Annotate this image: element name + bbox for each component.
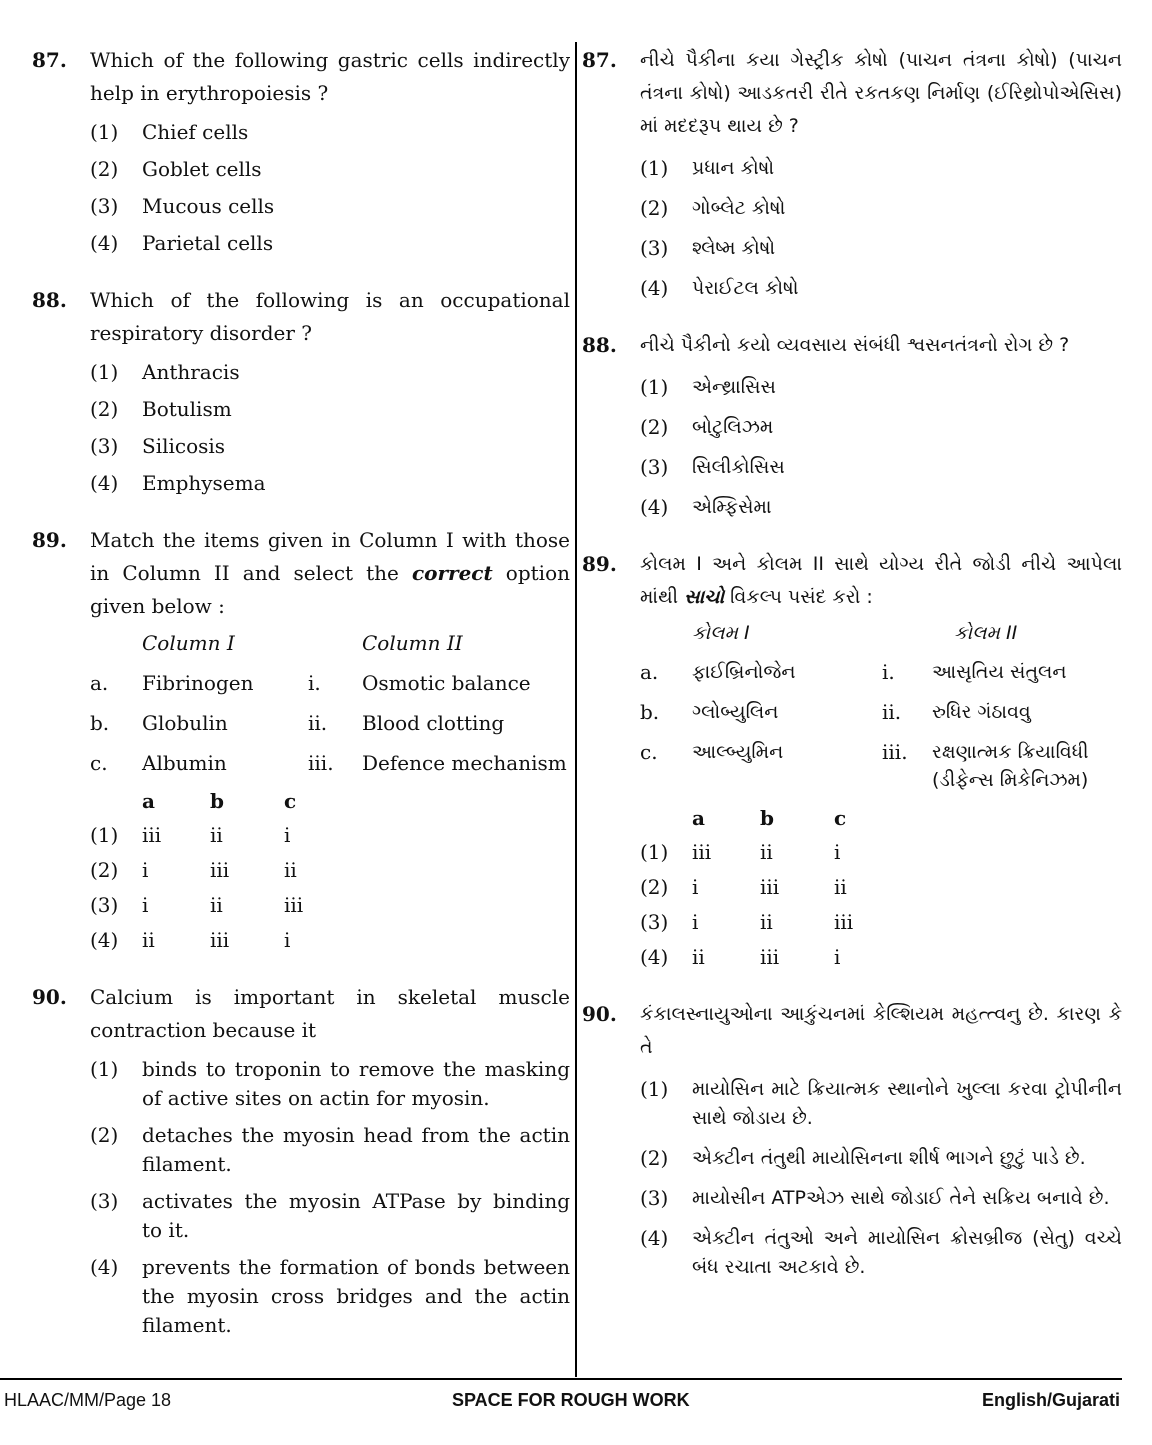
option: (2) બોટુલિઝમ <box>640 415 774 439</box>
option <box>90 395 570 424</box>
option: (3) i ii iii <box>640 910 854 934</box>
option-text: Mucous cells <box>142 194 275 218</box>
question-text: કોલમ I અને કોલમ II સાથે યોગ્ય રીતે જોડી નીચે આપેલા માંથી સાચો વિકલ્પ પસંદ કરો : <box>640 553 1122 608</box>
option: (4) prevents the formation of bonds between the myosin cross bridges and the actin filament. <box>90 1255 570 1337</box>
option: (2) detaches the myosin head from the actin filament. <box>90 1123 570 1176</box>
question-number: 87. <box>582 48 617 72</box>
match-row: b. ગ્લોબ્યુલિન ii. રુધિર ગંઠાવવુ <box>640 700 1031 724</box>
option: (3) i ii iii <box>90 893 304 917</box>
match-row: c. Albumin iii. Defence mechanism <box>90 751 567 775</box>
emphasis-word: સાચો <box>684 586 725 608</box>
option-text: Parietal cells <box>142 231 274 255</box>
option: (3) સિલીકોસિસ <box>640 455 785 479</box>
question-88-gujarati <box>582 329 1122 522</box>
match-row: b. Globulin ii. Blood clotting <box>90 711 505 735</box>
match-row: c. આલ્બ્યુમિન iii. રક્ષણાત્મક ક્રિયાવિધી (ડીફેન્સ મિકેનિઝમ) <box>640 740 1089 791</box>
option: (4) ii iii i <box>90 928 291 952</box>
option: (1) binds to troponin to remove the masking of active sites on actin for myosin. <box>90 1057 570 1110</box>
question-number: 89. <box>582 552 617 576</box>
option-text: Emphysema <box>142 471 266 495</box>
emphasis-word: correct <box>411 561 493 585</box>
question-text: Which of the following is an occupational respiratory disorder ? <box>90 288 570 345</box>
column-divider <box>575 42 577 1377</box>
question-text: Which of the following gastric cells indirectly help in erythropoiesis ? <box>90 48 570 105</box>
question-89-english <box>32 524 570 955</box>
question-text: Match the items given in Column I with those in Column II and select the correct option given below : <box>90 528 571 618</box>
option: (4) પેરાઈટલ કોષો <box>640 276 799 300</box>
option <box>90 469 570 498</box>
question-90-english <box>32 981 570 1340</box>
match-row: a. ફાઈબ્રિનોજેન i. આસૃતિય સંતુલન <box>640 660 1067 684</box>
option: (4) ii iii i <box>640 945 841 969</box>
option: (1) માયોસિન માટે ક્રિયાત્મક સ્થાનોને ખુલ્લા કરવા ટ્રોપીનીન સાથે જોડાય છે. <box>640 1077 1122 1129</box>
option: (3) શ્લેષ્મ કોષો <box>640 236 776 260</box>
option: (3) activates the myosin ATPase by binding to it. <box>90 1189 570 1242</box>
column-i-header: Column I <box>142 631 235 655</box>
option <box>90 229 570 258</box>
option: (1) એન્થ્રાસિસ <box>640 375 776 399</box>
option-number: (1) <box>90 360 119 384</box>
option <box>90 432 570 461</box>
question-text: નીચે પૈકીનો કયો વ્યવસાય સંબંધી શ્વસનતંત્રનો રોગ છે ? <box>640 334 1070 356</box>
option <box>90 155 570 184</box>
option-text: Botulism <box>142 397 232 421</box>
question-number: 87. <box>32 48 67 72</box>
question-text: નીચે પૈકીના કયા ગેસ્ટ્રીક કોષો (પાચન તંત્રના કોષો) (પાચન તંત્રના કોષો) આડકતરી રીતે રકતકણ નિર્માણ (ઈરિથ્રોપોએસિસ) માં મદદરૂપ થાય છે ? <box>640 49 1122 137</box>
option: (1) પ્રધાન કોષો <box>640 156 775 180</box>
option: (3) માયોસીન ATPએઝ સાથે જોડાઈ તેને સક્રિય બનાવે છે. <box>640 1186 1110 1210</box>
page-code: HLAAC/MM/Page 18 <box>4 1390 172 1410</box>
option-number: (2) <box>90 157 119 181</box>
option-number: (2) <box>90 397 119 421</box>
option-number: (1) <box>90 120 119 144</box>
question-87-gujarati <box>582 44 1122 303</box>
question-number: 88. <box>582 333 617 357</box>
option <box>90 118 570 147</box>
match-table <box>90 631 570 777</box>
option: (2) એક્ટીન તંતુથી માયોસિનના શીર્ષ ભાગને છુટું પાડે છે. <box>640 1146 1086 1170</box>
gujarati-column <box>582 44 1122 1308</box>
option: (2) i iii ii <box>90 858 297 882</box>
option-number: (3) <box>90 194 119 218</box>
question-89-gujarati <box>582 548 1122 972</box>
option-text: Silicosis <box>142 434 226 458</box>
footer-rule <box>0 1378 1122 1380</box>
option: (4) એમ્ફિસેમા <box>640 495 772 519</box>
option: (1) iii ii i <box>640 840 841 864</box>
column-ii-header: કોલમ II <box>954 622 1018 644</box>
option-text: Chief cells <box>142 120 249 144</box>
language-label: English/Gujarati <box>981 1390 1120 1410</box>
match-row: a. Fibrinogen i. Osmotic balance <box>90 671 531 695</box>
question-number: 88. <box>32 288 67 312</box>
option-number: (3) <box>90 434 119 458</box>
column-ii-header: Column II <box>362 631 463 655</box>
option: (4) એક્ટીન તંતુઓ અને માયોસિન ક્રોસબ્રીજ (સેતુ) વચ્ચે બંધ રચાતા અટકાવે છે. <box>640 1226 1122 1278</box>
question-87-english <box>32 44 570 258</box>
question-text: કંકાલસ્નાયુઓના આકુંચનમાં કેલ્શિયમ મહત્ત્વનુ છે. કારણ કે તે <box>640 1003 1122 1058</box>
option <box>90 358 570 387</box>
question-number: 90. <box>582 1002 617 1026</box>
option: (2) i iii ii <box>640 875 847 899</box>
answer-grid: a b c (1) iii ii i (2) i iii ii (3) i ii iii (4) ii iii i <box>90 789 570 955</box>
option-number: (4) <box>90 471 119 495</box>
english-column <box>32 44 570 1366</box>
question-number: 90. <box>32 985 67 1009</box>
option-text: Goblet cells <box>142 157 262 181</box>
column-i-header: કોલમ I <box>692 622 750 644</box>
rough-work-label: SPACE FOR ROUGH WORK <box>452 1390 690 1410</box>
match-table <box>640 622 1122 794</box>
question-number: 89. <box>32 528 67 552</box>
answer-grid: a b c (1) iii ii i (2) i iii ii (3) i ii iii (4) ii iii i <box>640 806 1122 972</box>
option-number: (4) <box>90 231 119 255</box>
question-text: Calcium is important in skeletal muscle contraction because it <box>90 985 570 1042</box>
option: (2) ગોબ્લેટ કોષો <box>640 196 786 220</box>
option-text: Anthracis <box>142 360 240 384</box>
question-90-gujarati <box>582 998 1122 1282</box>
option <box>90 192 570 221</box>
option: (1) iii ii i <box>90 823 291 847</box>
question-88-english <box>32 284 570 498</box>
